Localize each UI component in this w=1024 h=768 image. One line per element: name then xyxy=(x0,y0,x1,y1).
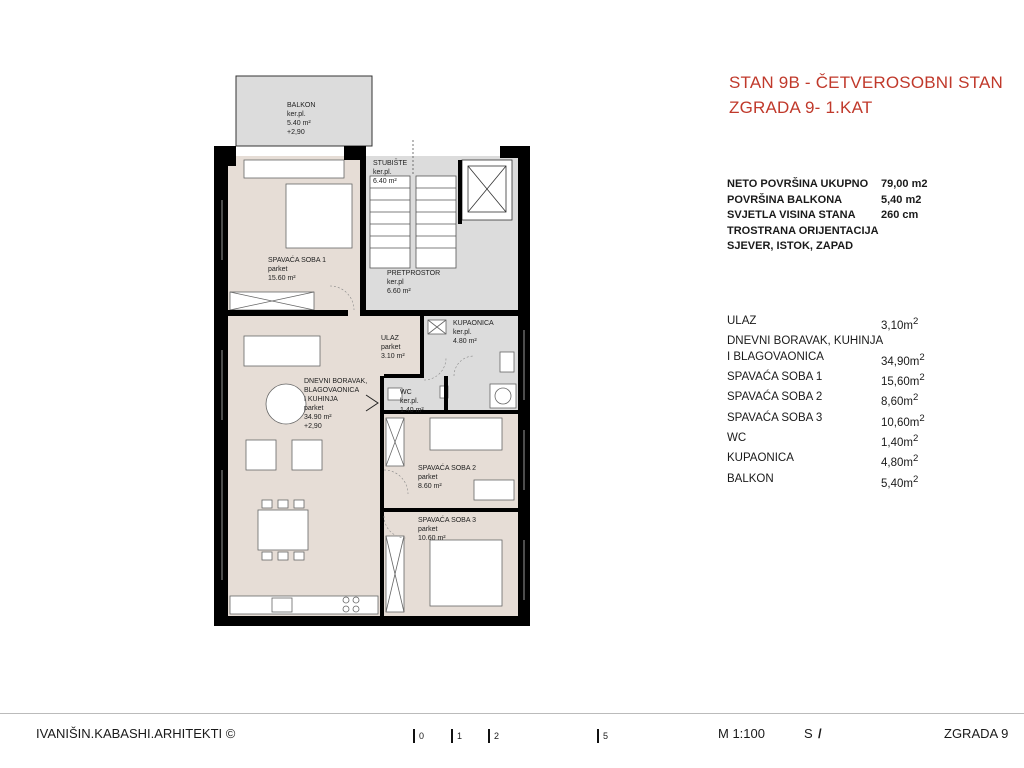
building-floor-subtitle: ZGRADA 9- 1.KAT xyxy=(729,98,873,117)
footer-rule xyxy=(0,713,1024,714)
elevator xyxy=(462,160,512,220)
area-label: ULAZ xyxy=(727,315,757,327)
area-label: BALKON xyxy=(727,472,774,485)
area-value: $5,40m^2$ xyxy=(881,473,919,490)
north-label: S xyxy=(804,726,813,741)
label-kupaonica: KUPAONICA ker.pl. 4.80 m² xyxy=(453,320,494,345)
area-row xyxy=(727,411,925,431)
spec-value: 260 cm xyxy=(881,209,919,221)
spec-row xyxy=(727,208,927,224)
area-label: KUPAONICA xyxy=(727,452,794,465)
area-label: WC xyxy=(727,432,747,445)
spec-label: SVJETLA VISINA STANA xyxy=(727,209,856,221)
area-value: $10,60m^2$ xyxy=(881,412,925,429)
spec-row xyxy=(727,239,927,255)
label-soba2: SPAVAĆA SOBA 2 parket 8.60 m² xyxy=(418,465,476,490)
area-row xyxy=(727,314,925,334)
area-row xyxy=(727,472,925,492)
north-arrow-icon: / xyxy=(818,726,822,741)
area-label: SPAVAĆA SOBA 3 xyxy=(727,411,823,424)
spec-value: 79,00 m2 xyxy=(881,178,928,190)
label-soba1: SPAVAĆA SOBA 1 parket 15.60 m² xyxy=(268,257,326,282)
spec-label: SJEVER, ISTOK, ZAPAD xyxy=(727,240,854,252)
area-row xyxy=(727,370,925,390)
spec-label: TROSTRANA ORIJENTACIJA xyxy=(727,224,879,237)
area-row xyxy=(727,431,925,451)
label-ulaz: ULAZ parket 3.10 m² xyxy=(381,335,405,360)
area-value: $34,90m^2$ xyxy=(881,351,925,368)
area-value: $15,60m^2$ xyxy=(881,372,925,388)
area-label: I BLAGOVAONICA xyxy=(727,350,824,363)
apartment-title: STAN 9B - ČETVEROSOBNI STAN xyxy=(729,73,1003,92)
area-row xyxy=(727,451,925,471)
label-soba3: SPAVAĆA SOBA 3 parket 10.60 m² xyxy=(418,517,476,542)
label-stubiste: STUBIŠTE ker.pl. 6.40 m² xyxy=(373,160,408,185)
area-value: $8,60m^2$ xyxy=(881,392,919,409)
area-row xyxy=(727,390,925,410)
room-areas-table xyxy=(727,314,925,492)
scale-ratio: M 1:100 xyxy=(718,726,765,741)
area-label: SPAVAĆA SOBA 1 xyxy=(727,371,823,384)
spec-label: POVRŠINA BALKONA xyxy=(727,193,843,206)
specs-block xyxy=(727,177,927,255)
area-row xyxy=(727,350,925,370)
area-label: SPAVAĆA SOBA 2 xyxy=(727,391,823,404)
area-row xyxy=(727,334,925,350)
building-label: ZGRADA 9 xyxy=(944,726,1009,741)
label-balkon: BALKON ker.pl. 5.40 m² +2,90 xyxy=(287,102,316,136)
spec-row xyxy=(727,193,927,209)
office-credit: IVANIŠIN.KABASHI.ARHITEKTI © xyxy=(36,726,236,741)
label-pretprostor: PRETPROSTOR ker.pl 6.60 m² xyxy=(387,270,441,295)
area-value: $1,40m^2$ xyxy=(881,433,919,449)
spec-value: 5,40 m2 xyxy=(881,193,922,206)
label-wc: WC ker.pl. 1.40 m² xyxy=(400,389,424,414)
spec-row xyxy=(727,224,927,240)
area-label: DNEVNI BORAVAK, KUHINJA xyxy=(727,335,884,348)
area-value: $3,10m^2$ xyxy=(881,316,919,332)
label-dnevni: DNEVNI BORAVAK, BLAGOVAONICA I KUHINJA parket 34.90 m² +2,90 xyxy=(304,378,368,430)
spec-row xyxy=(727,177,927,193)
spec-label: NETO POVRŠINA UKUPNO xyxy=(727,178,869,190)
area-value: $4,80m^2$ xyxy=(881,453,919,470)
